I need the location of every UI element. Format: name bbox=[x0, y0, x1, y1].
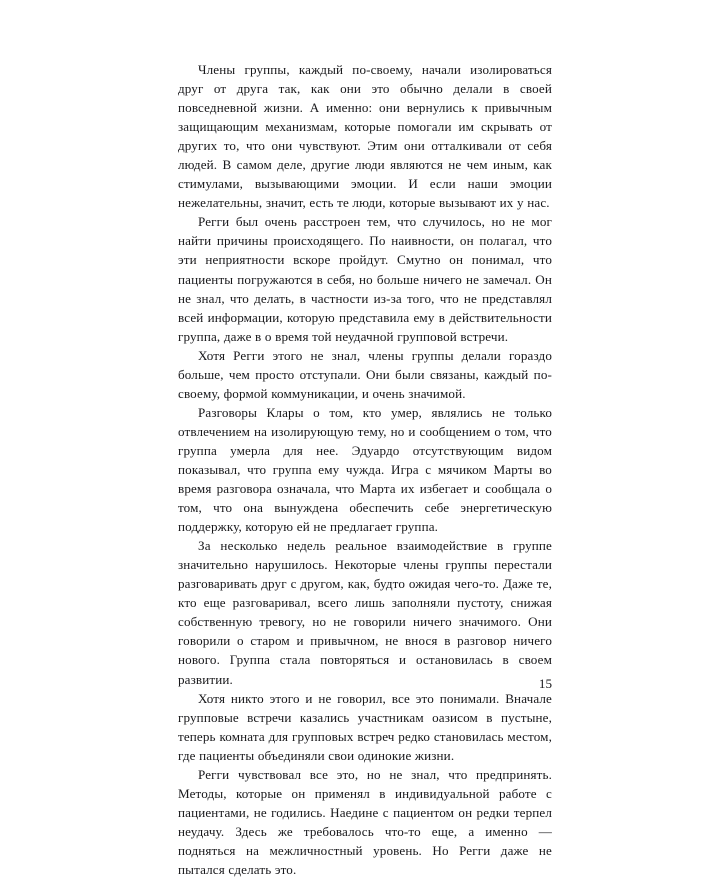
page-number: 15 bbox=[538, 676, 552, 691]
paragraph: Хотя Регги этого не знал, члены группы делали гораздо больше, чем просто отступали. Они были связаны, каждый по-своему, формой коммуникации, и очень значимой. bbox=[178, 347, 552, 401]
paragraph: За несколько недель реальное взаимодействие в группе значительно нарушилось. Некоторые члены группы перестали разговаривать друг с другом, как, будто ожидая чего-то. Даже те, кто еще разговаривал, всего лишь заполняли пустоту, снижая собственную тревогу, но не говорили ничего значимого. Они говорили о старом и привычном, не внося в разговор ничего нового. Группа стала повторяться и остановилась в своем развитии. bbox=[178, 538, 552, 687]
paragraph: Члены группы, каждый по-своему, начали изолироваться друг от друга так, как они это обычно делали в своей повседневной жизни. А именно: они вернулись к привычным защищающим механизмам, которые помогали им скрывать от других то, что они чувствуют. Этим они отталкивали от себя людей. В самом деле, другие люди являются не чем иным, как стимулами, вызывающими эмоции. И если наши эмоции нежелательны, значит, есть те люди, которые вызывают их у нас. bbox=[178, 62, 552, 211]
paragraph: Разговоры Клары о том, кто умер, являлись не только отвлечением на изолирующую тему, но и сообщением о том, что группа умерла для нее. Эдуардо отсутствующим видом показывал, что группа ему чужда. Игра с мячиком Марты во время разговора означала, что Марта их избегает и сообщала о том, что она вынуждена обеспечить себе энергетическую поддержку, которую ей не предлагает группа. bbox=[178, 404, 552, 535]
paragraph: Регги был очень расстроен тем, что случилось, но не мог найти причины происходящего. По наивности, он полагал, что эти неприятности вскоре пройдут. Смутно он понимал, что пациенты погружаются в себя, но больше ничего не замечал. Он не знал, что делать, в частности из-за того, что не представлял всей информации, которую представила ему в действительности группа, даже в о время той неудачной групповой встречи. bbox=[178, 214, 552, 344]
paragraph: Регги чувствовал все это, но не знал, что предпринять. Методы, которые он применял в индивидуальной работе с пациентами, не годились. Наедине с пациентом он редки терпел неудачу. Здесь же требовалось что-то еще, а именно — подняться на межличностный уровень. Но Регги даже не пытался сделать это. bbox=[178, 766, 552, 877]
page-text-block bbox=[178, 60, 552, 879]
paragraph: Хотя никто этого и не говорил, все это понимали. Вначале групповые встречи казались участникам оазисом в пустыне, теперь комната для групповых встреч редко становилась местом, где пациенты объединяли свои одинокие жизни. bbox=[178, 690, 552, 763]
